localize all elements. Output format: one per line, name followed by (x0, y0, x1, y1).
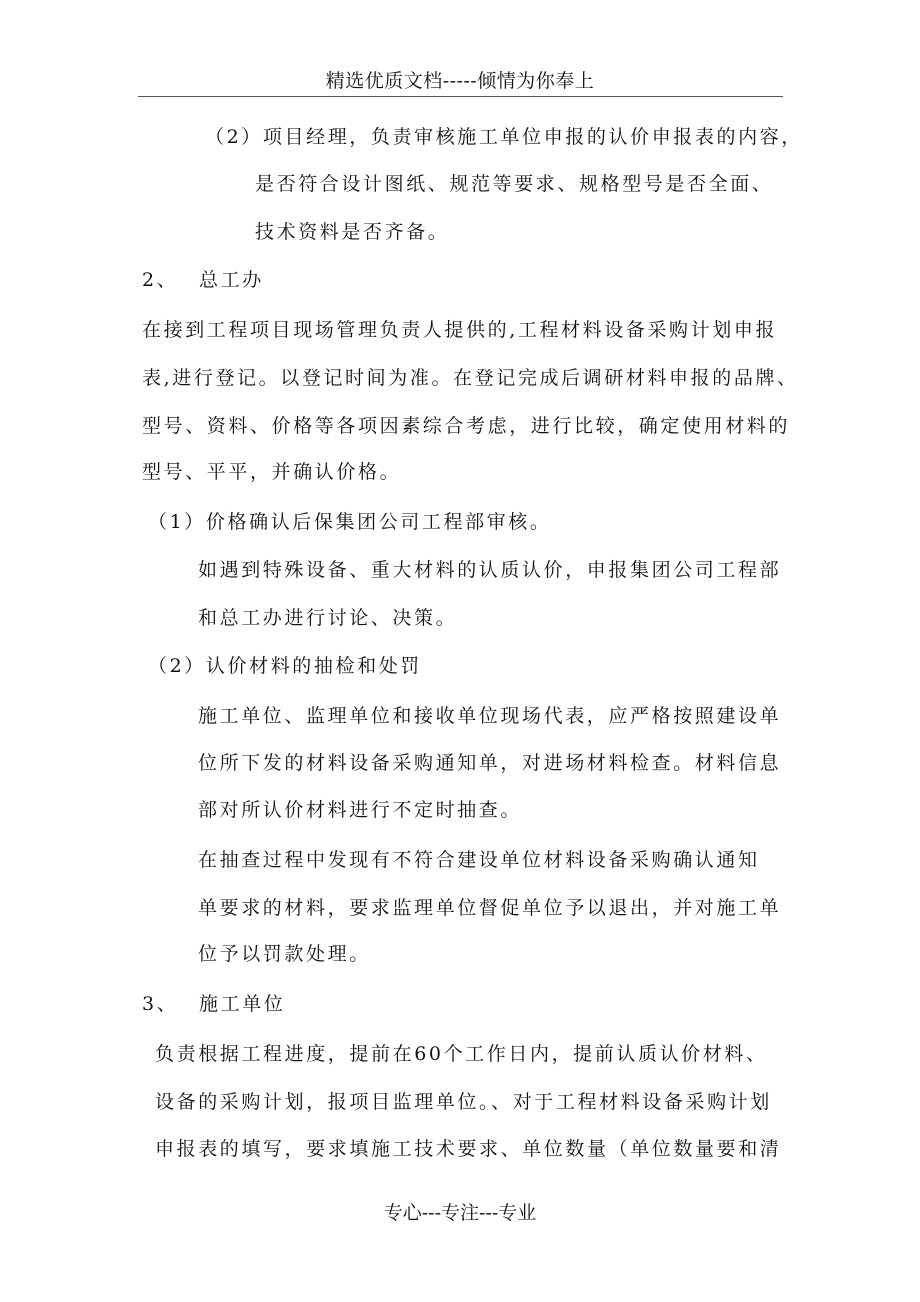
paragraph-line: 和总工办进行讨论、决策。 (198, 607, 458, 629)
paragraph-line: 负责根据工程进度，提前在60个工作日内，提前认质认价材料、 (155, 1043, 768, 1065)
section-heading: 3、 施工单位 (142, 993, 286, 1015)
paragraph-line: （2）项目经理，负责审核施工单位申报的认价申报表的内容， (205, 126, 803, 148)
paragraph-line: 申报表的填写，要求填施工技术要求、单位数量（单位数量要和清 (155, 1138, 782, 1160)
paragraph-line: 部对所认价材料进行不定时抽查。 (198, 799, 523, 821)
paragraph-line: 型号、平平，并确认价格。 (142, 461, 402, 483)
paragraph-line: 如遇到特殊设备、重大材料的认质认价，申报集团公司工程部 (198, 559, 782, 581)
paragraph-line: 在抽查过程中发现有不符合建设单位材料设备采购确认通知 (198, 849, 760, 871)
paragraph-line: 表,进行登记。以登记时间为准。在登记完成后调研材料申报的品牌、 (142, 367, 799, 389)
subsection-heading: （2）认价材料的抽检和处罚 (148, 655, 422, 677)
paragraph-line: 技术资料是否齐备。 (255, 221, 450, 243)
page-footer: 专心---专注---专业 (383, 1202, 537, 1224)
paragraph-line: 型号、资料、价格等各项因素综合考虑，进行比较，确定使用材料的 (142, 415, 791, 437)
paragraph-line: 位所下发的材料设备采购通知单，对进场材料检查。材料信息 (198, 752, 782, 774)
paragraph-line: 单要求的材料，要求监理单位督促单位予以退出，并对施工单 (198, 897, 782, 919)
paragraph-line: 位予以罚款处理。 (198, 943, 371, 965)
paragraph-line: 在接到工程项目现场管理负责人提供的,工程材料设备采购计划申报 (142, 319, 778, 341)
page-header: 精选优质文档-----倾情为你奉上 (325, 70, 595, 92)
header-divider (138, 96, 783, 97)
paragraph-line: 施工单位、监理单位和接收单位现场代表，应严格按照建设单 (198, 705, 782, 727)
paragraph-line: 是否符合设计图纸、规范等要求、规格型号是否全面、 (255, 173, 774, 195)
paragraph-line: 设备的采购计划，报项目监理单位。、对于工程材料设备采购计划 (155, 1091, 772, 1113)
section-heading: 2、 总工办 (142, 269, 264, 291)
subsection-heading: （1）价格确认后保集团公司工程部审核。 (148, 511, 552, 533)
